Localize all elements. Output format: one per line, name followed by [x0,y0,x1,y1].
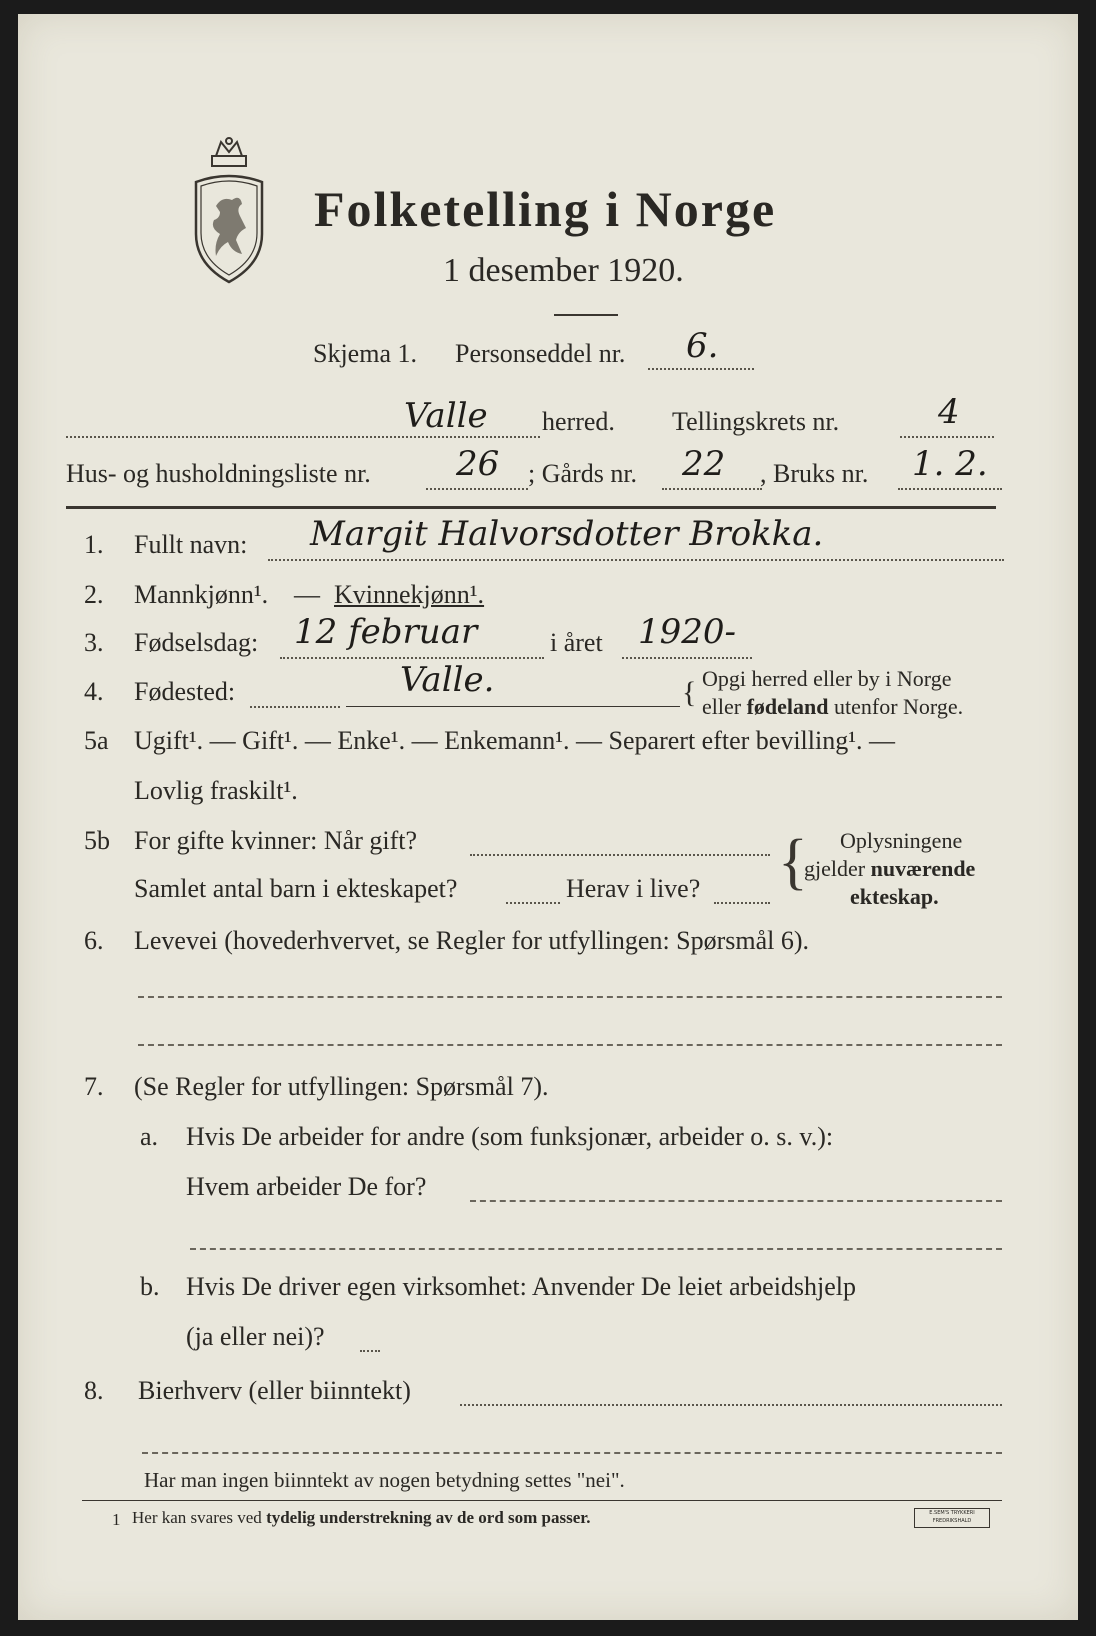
header-separator [66,506,996,509]
q7a-question: Hvem arbeider De for? [186,1172,427,1201]
occupation-line-1[interactable] [138,996,1002,998]
footnote-mark: 1 [112,1510,121,1529]
married-date-line [470,854,770,856]
gards-label: ; Gårds nr. [528,459,638,488]
q7b-text: Hvis De driver egen virksomhet: Anvender De leiet arbeidshjelp [186,1272,857,1301]
bruks-value[interactable]: 1. 2. [912,444,988,484]
tellingskrets-label: Tellingskrets nr. [672,407,840,436]
q5a-number: 5a [84,726,109,755]
q5b-married-label: For gifte kvinner: Når gift? [134,826,418,855]
q1-label: Fullt navn: [134,530,248,559]
birthday-line [280,657,544,659]
q5b-alive-label: Herav i live? [566,874,701,903]
bruks-line [898,488,1002,490]
year-line [622,657,752,659]
footnote-text-a: Her kan svares ved [132,1508,267,1527]
printer-stamp: E.SEM'S TRYKKERI FREDRIKSHALD [914,1508,990,1528]
q4-label: Fødested: [134,677,236,706]
no-income-note: Har man ingen biinntekt av nogen betydning settes "nei". [144,1468,625,1492]
marriage-note-3: ekteskap. [850,884,939,909]
q6-label: Levevei (hovederhvervet, se Regler for utfyllingen: Spørsmål 6). [134,926,810,955]
personseddel-line [648,368,754,370]
footnote-separator [82,1500,1002,1501]
birthplace-brace: { [682,676,697,709]
husholdningsliste-label: Hus- og husholdningsliste nr. [66,459,371,488]
side-income-line-2[interactable] [142,1452,1002,1454]
occupation-line-2[interactable] [138,1044,1002,1046]
birthplace-note-1: Opgi herred eller by i Norge [702,666,952,691]
title-divider [554,314,618,316]
husholdningsliste-value[interactable]: 26 [456,444,500,484]
form-title: Folketelling i Norge [314,181,777,237]
q7b-question: (ja eller nei)? [186,1322,325,1351]
q7a-letter: a. [140,1122,159,1151]
q5b-number: 5b [84,826,110,855]
gards-value[interactable]: 22 [682,444,726,484]
birthday-value[interactable]: 12 februar [294,612,478,652]
mannkjonn-option[interactable]: Mannkjønn¹. [134,580,269,609]
herred-label: herred. [542,407,615,436]
tellingskrets-value[interactable]: 4 [938,392,960,432]
marital-status-fraskilt[interactable]: Lovlig fraskilt¹. [134,776,298,805]
gards-line [662,488,762,490]
personseddel-value[interactable]: 6. [686,326,719,366]
marriage-note-1: Oplysningene [840,828,963,853]
personseddel-label: Personseddel nr. [455,339,626,368]
full-name-value[interactable]: Margit Halvorsdotter Brokka. [310,514,824,554]
birth-year-value[interactable]: 1920- [638,612,737,652]
q5b-children-label: Samlet antal barn i ekteskapet? [134,874,458,903]
q7-number: 7. [84,1072,104,1101]
birthplace-value[interactable]: Valle. [400,660,495,700]
children-count-line [506,902,560,904]
q7a-text: Hvis De arbeider for andre (som funksjonær, arbeider o. s. v.): [186,1122,834,1151]
schema-label: Skjema 1. [313,339,417,368]
marital-status-options[interactable]: Ugift¹. — Gift¹. — Enke¹. — Enkemann¹. — Separert efter bevilling¹. — [134,726,896,755]
q7b-letter: b. [140,1272,160,1301]
birthplace-line-left [250,706,340,708]
herred-line [66,436,540,438]
birthplace-note-2b: fødeland [746,694,829,719]
marriage-note-2b: nuværende [870,856,976,881]
side-income-line-1[interactable] [460,1404,1002,1406]
census-form-page [18,14,1078,1620]
birthplace-line [346,706,680,707]
q1-number: 1. [84,530,104,559]
birthplace-note-2a: eller [702,694,747,719]
marriage-brace: { [778,828,808,896]
q8-number: 8. [84,1376,104,1405]
kvinnekjonn-option[interactable]: Kvinnekjønn¹. [334,580,485,609]
census-date: 1 desember 1920. [443,252,684,289]
q8-label: Bierhverv (eller biinntekt) [138,1376,411,1405]
children-alive-line [714,902,770,904]
q4-number: 4. [84,677,104,706]
bruks-label: , Bruks nr. [760,459,869,488]
q2-number: 2. [84,580,104,609]
marriage-note-2a: gjelder [804,856,871,881]
year-label: i året [550,628,603,657]
birthplace-note-2 [702,694,963,720]
q3-number: 3. [84,628,104,657]
employer-line-1[interactable] [470,1200,1002,1202]
q6-number: 6. [84,926,104,955]
q7-label: (Se Regler for utfyllingen: Spørsmål 7). [134,1072,549,1101]
q3-label: Fødselsdag: [134,628,259,657]
norwegian-coat-of-arms-icon [186,136,272,286]
employer-line-2[interactable] [190,1248,1002,1250]
tellingskrets-line [900,436,994,438]
marriage-note-2 [804,856,975,882]
birthplace-note-2c: utenfor Norge. [828,694,964,719]
footnote-text [132,1508,591,1528]
husholdningsliste-line [426,488,528,490]
herred-value[interactable]: Valle [404,396,488,436]
hired-help-line[interactable] [360,1350,380,1352]
gender-separator: — [294,580,320,609]
full-name-line [268,559,1004,561]
footnote-text-b: tydelig understrekning av de ord som passer. [266,1508,591,1527]
